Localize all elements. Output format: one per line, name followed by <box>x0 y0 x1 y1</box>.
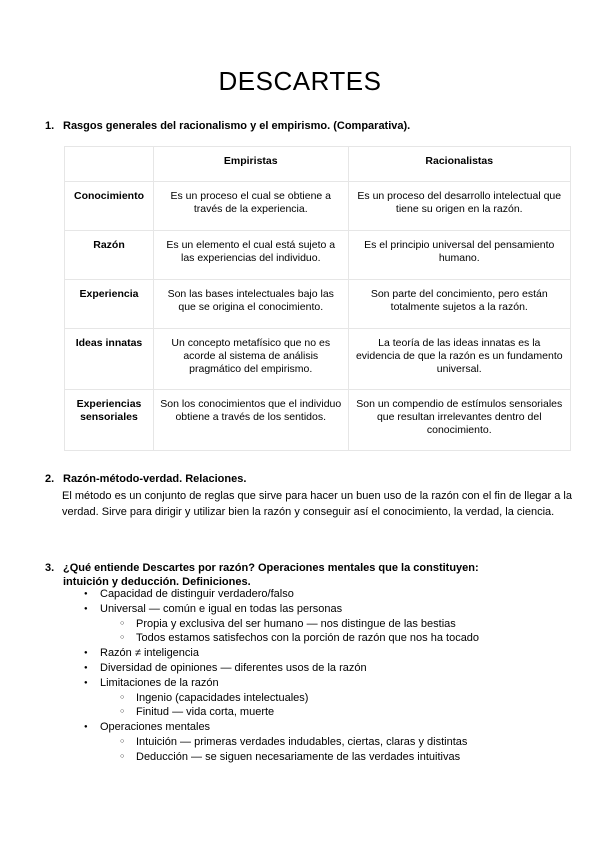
section-number: 2. <box>45 473 55 485</box>
sub-list-item-text: Deducción — se siguen necesariamente de las verdades intuitivas <box>136 750 461 763</box>
list-item-text: Capacidad de distinguir verdadero/falso <box>100 588 294 600</box>
racionalistas-cell: La teoría de las ideas innatas es la evidencia de que la razón es un fundamento universal. <box>348 329 570 390</box>
empiristas-cell: Es un elemento el cual está sujeto a las experiencias del individuo. <box>153 231 348 280</box>
sub-list-item <box>120 691 479 706</box>
row-label: Experiencia <box>65 280 154 329</box>
section-title: ¿Qué entiende Descartes por razón? Operaciones mentales que la constituyen: <box>63 562 479 574</box>
table-header-cell: Racionalistas <box>348 147 570 182</box>
list-item-text: Razón ≠ inteligencia <box>100 647 199 660</box>
table-row <box>65 231 571 280</box>
section-title: Rasgos generales del racionalismo y el empirismo. (Comparativa). <box>63 120 411 132</box>
empiristas-cell: Un concepto metafísico que no es acorde al sistema de análisis pragmático del empirismo. <box>153 329 348 390</box>
sub-list-item <box>120 631 479 646</box>
notes-list <box>84 587 479 765</box>
racionalistas-cell: Son un compendio de estímulos sensoriales que resultan irrelevantes dentro del conocimiento. <box>348 390 570 451</box>
row-label: Ideas innatas <box>65 329 154 390</box>
table-row <box>65 182 571 231</box>
empiristas-cell: Son los conocimientos que el individuo obtiene a través de los sentidos. <box>153 390 348 451</box>
table-header-row <box>65 147 571 182</box>
racionalistas-cell: Es el principio universal del pensamiento humano. <box>348 231 570 280</box>
list-item-text: Universal — común e igual en todas las personas <box>100 602 343 615</box>
table-row <box>65 329 571 390</box>
table-row <box>65 280 571 329</box>
section-title: Razón-método-verdad. Relaciones. <box>63 473 247 485</box>
sub-list-item-text: Finitud — vida corta, muerte <box>136 706 275 719</box>
sub-list-item <box>120 617 479 632</box>
list-item-text: Operaciones mentales <box>100 721 211 734</box>
sub-list <box>100 735 479 765</box>
list-item <box>84 676 479 720</box>
sub-list-item <box>120 750 479 765</box>
row-label: Conocimiento <box>65 182 154 231</box>
sub-list-item <box>120 705 479 720</box>
list-item <box>84 646 479 661</box>
sub-list-item-text: Ingenio (capacidades intelectuales) <box>136 691 309 704</box>
sub-list-item-text: Intuición — primeras verdades indudables, ciertas, claras y distintas <box>136 735 468 748</box>
list-item-text: Diversidad de opiniones — diferentes usos de la razón <box>100 661 367 674</box>
racionalistas-cell: Son parte del concimiento, pero están totalmente sujetos a la razón. <box>348 280 570 329</box>
list-item-text: Limitaciones de la razón <box>100 676 219 689</box>
sub-list-item-text: Todos estamos satisfechos con la porción de razón que nos ha tocado <box>136 632 480 645</box>
section-2-body: El método es un conjunto de reglas que sirve para hacer un buen uso de la razón con el fin de llegar a la verdad. Sirve para dirigir y utilizar bien la razón y conseguir así el conocimiento, la verdad, la ciencia. <box>62 490 572 518</box>
section-number: 1. <box>45 120 55 132</box>
sub-list <box>100 617 479 647</box>
section-number: 3. <box>45 562 55 574</box>
table-row <box>65 390 571 451</box>
table-header-cell: Empiristas <box>153 147 348 182</box>
list-item <box>84 661 479 676</box>
empiristas-cell: Son las bases intelectuales bajo las que se origina el conocimiento. <box>153 280 348 329</box>
sub-list-item <box>120 735 479 750</box>
sub-list <box>100 691 479 721</box>
table-header-cell <box>65 147 154 182</box>
comparison-table <box>64 146 571 451</box>
row-label: Razón <box>65 231 154 280</box>
list-item <box>84 602 479 646</box>
sub-list-item-text: Propia y exclusiva del ser humano — nos distingue de las bestias <box>136 617 456 630</box>
list-item <box>84 720 479 764</box>
row-label: Experiencias sensoriales <box>65 390 154 451</box>
empiristas-cell: Es un proceso el cual se obtiene a través de la experiencia. <box>153 182 348 231</box>
list-item <box>84 587 479 602</box>
page-title: DESCARTES <box>218 66 382 96</box>
section-title-cont: intuición y deducción. Definiciones. <box>63 576 251 588</box>
racionalistas-cell: Es un proceso del desarrollo intelectual que tiene su origen en la razón. <box>348 182 570 231</box>
